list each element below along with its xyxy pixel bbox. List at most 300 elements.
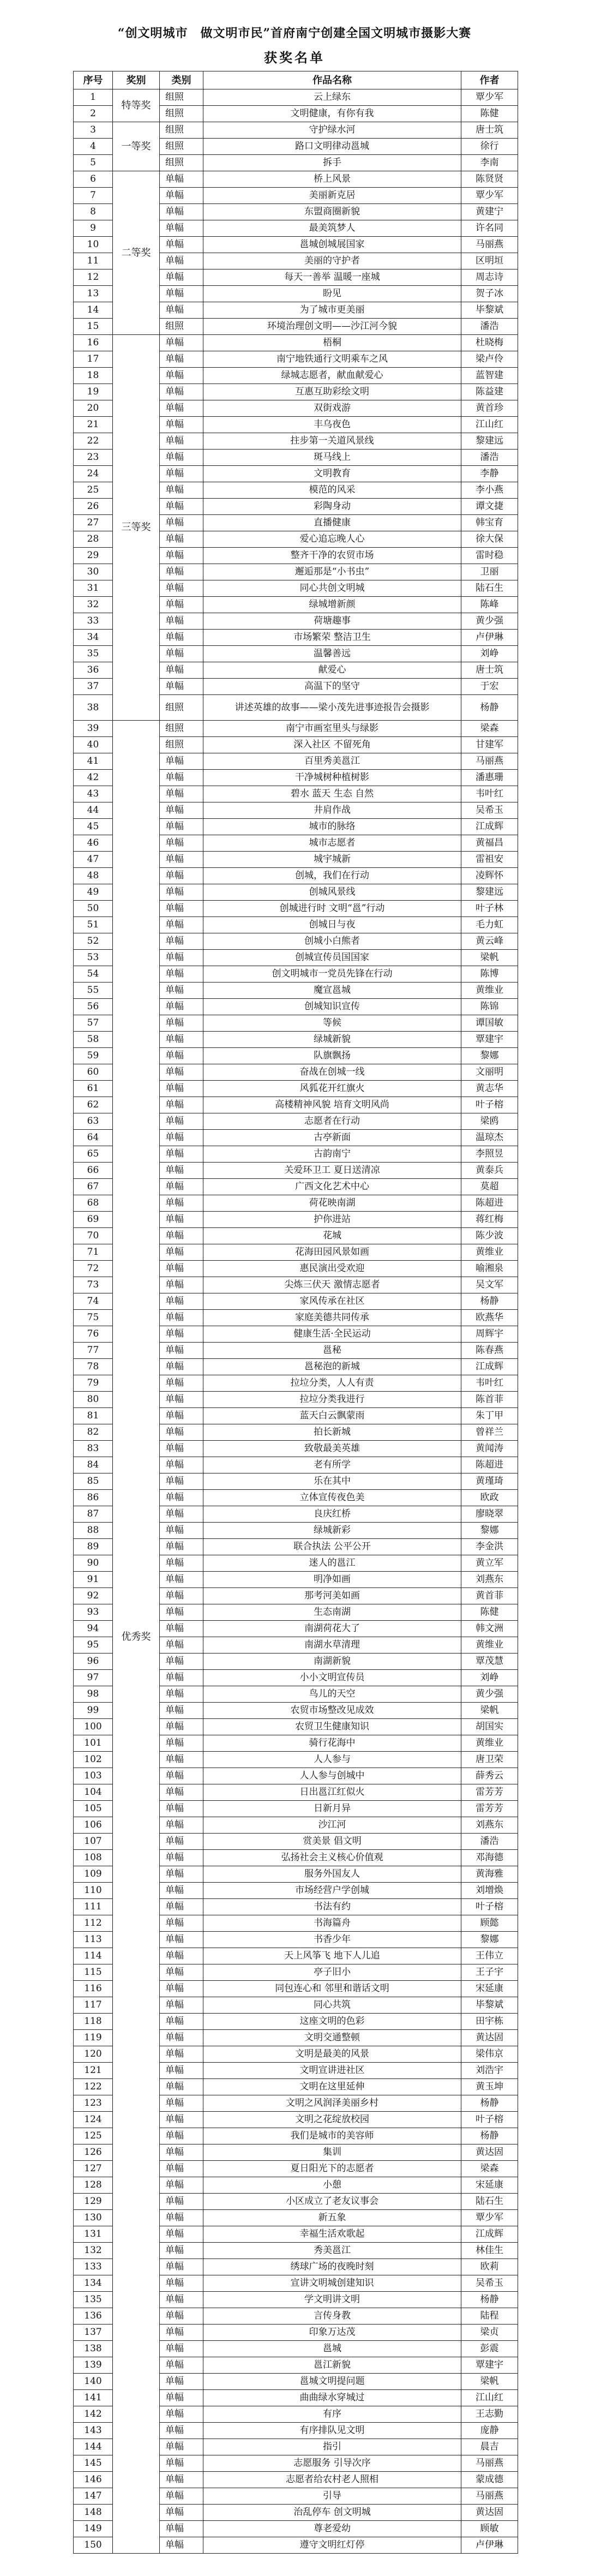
row-index: 123 bbox=[74, 2095, 113, 2112]
row-category: 单幅 bbox=[160, 1473, 203, 1490]
document-subtitle: 获奖名单 bbox=[264, 50, 325, 65]
row-category: 单幅 bbox=[160, 2226, 203, 2243]
row-index: 109 bbox=[74, 1866, 113, 1883]
row-author: 江山红 bbox=[461, 417, 518, 433]
row-work-title: 梧桐 bbox=[203, 335, 461, 351]
row-author: 刘浩宇 bbox=[461, 2063, 518, 2079]
row-index: 61 bbox=[74, 1081, 113, 1097]
row-work-title: 城宇城新 bbox=[203, 852, 461, 868]
row-category: 单幅 bbox=[160, 2144, 203, 2161]
row-work-title: 联合执法 公平公开 bbox=[203, 1539, 461, 1555]
row-category: 单幅 bbox=[160, 646, 203, 662]
row-index: 64 bbox=[74, 1130, 113, 1146]
row-author: 刘燕东 bbox=[461, 1572, 518, 1588]
row-category: 单幅 bbox=[160, 753, 203, 770]
row-work-title: 邕城文明提问题 bbox=[203, 2374, 461, 2390]
row-work-title: 南宁地铁通行文明乘车之风 bbox=[203, 351, 461, 368]
row-category: 单幅 bbox=[160, 2406, 203, 2423]
row-author: 晨吉 bbox=[461, 2439, 518, 2455]
row-work-title: 创城小白熊者 bbox=[203, 933, 461, 950]
row-index: 38 bbox=[74, 695, 113, 721]
row-work-title: 同心共创文明城 bbox=[203, 580, 461, 597]
row-category: 单幅 bbox=[160, 613, 203, 630]
row-index: 58 bbox=[74, 1032, 113, 1048]
row-category: 单幅 bbox=[160, 1163, 203, 1179]
row-work-title: 邕城 bbox=[203, 2341, 461, 2357]
row-index: 73 bbox=[74, 1277, 113, 1293]
row-work-title: 古韵南宁 bbox=[203, 1146, 461, 1163]
row-author: 卢伊琳 bbox=[461, 2537, 518, 2554]
row-author: 吴文军 bbox=[461, 1277, 518, 1293]
row-author: 蒙成德 bbox=[461, 2472, 518, 2488]
row-author: 黎建远 bbox=[461, 433, 518, 450]
row-category: 单幅 bbox=[160, 1375, 203, 1392]
row-work-title: 花海田园风景如画 bbox=[203, 1244, 461, 1261]
row-category: 单幅 bbox=[160, 1948, 203, 1964]
row-index: 35 bbox=[74, 646, 113, 662]
table-header-row bbox=[74, 71, 518, 89]
row-author: 李金洪 bbox=[461, 1539, 518, 1555]
row-index: 67 bbox=[74, 1179, 113, 1195]
row-index: 82 bbox=[74, 1424, 113, 1441]
row-index: 12 bbox=[74, 269, 113, 286]
row-category: 单幅 bbox=[160, 400, 203, 417]
row-index: 121 bbox=[74, 2063, 113, 2079]
table-row bbox=[74, 89, 518, 106]
row-author: 杨静 bbox=[461, 2095, 518, 2112]
row-index: 139 bbox=[74, 2357, 113, 2374]
row-category: 单幅 bbox=[160, 2063, 203, 2079]
row-index: 134 bbox=[74, 2275, 113, 2292]
row-work-title: 模范的风采 bbox=[203, 482, 461, 499]
row-category: 单幅 bbox=[160, 1195, 203, 1212]
row-category: 单幅 bbox=[160, 253, 203, 269]
row-work-title: 那考河美如画 bbox=[203, 1588, 461, 1604]
row-author: 黄首珍 bbox=[461, 400, 518, 417]
row-author: 贺子冰 bbox=[461, 286, 518, 302]
row-category: 单幅 bbox=[160, 1801, 203, 1817]
row-category: 单幅 bbox=[160, 2128, 203, 2144]
row-author: 马丽燕 bbox=[461, 2488, 518, 2505]
row-category: 单幅 bbox=[160, 868, 203, 884]
row-index: 135 bbox=[74, 2292, 113, 2308]
row-work-title: 献爱心 bbox=[203, 662, 461, 679]
row-category: 单幅 bbox=[160, 933, 203, 950]
row-author: 陈超进 bbox=[461, 1195, 518, 1212]
row-author: 梁伟京 bbox=[461, 2046, 518, 2063]
row-author: 卢伊琳 bbox=[461, 630, 518, 646]
row-work-title: 农贸卫生健康知识 bbox=[203, 1719, 461, 1735]
row-category: 单幅 bbox=[160, 466, 203, 482]
row-category: 单幅 bbox=[160, 499, 203, 515]
row-category: 单幅 bbox=[160, 1212, 203, 1228]
row-index: 97 bbox=[74, 1670, 113, 1686]
row-work-title: 美丽的守护者 bbox=[203, 253, 461, 269]
row-index: 92 bbox=[74, 1588, 113, 1604]
row-author: 雷芳芳 bbox=[461, 1784, 518, 1801]
row-index: 55 bbox=[74, 983, 113, 999]
row-index: 66 bbox=[74, 1163, 113, 1179]
row-author: 覃建宇 bbox=[461, 2357, 518, 2374]
row-author: 覃建宇 bbox=[461, 1032, 518, 1048]
row-work-title: 美丽新克居 bbox=[203, 188, 461, 204]
row-author: 庞静 bbox=[461, 2423, 518, 2439]
row-index: 128 bbox=[74, 2177, 113, 2194]
row-index: 75 bbox=[74, 1310, 113, 1326]
row-work-title: 尊老爱幼 bbox=[203, 2521, 461, 2537]
row-author: 刘增焕 bbox=[461, 1883, 518, 1899]
row-index: 85 bbox=[74, 1473, 113, 1490]
row-work-title: 高温下的坚守 bbox=[203, 679, 461, 695]
row-category: 单幅 bbox=[160, 2537, 203, 2554]
row-work-title: 人人参与 bbox=[203, 1752, 461, 1768]
row-index: 41 bbox=[74, 753, 113, 770]
row-author: 梁森 bbox=[461, 721, 518, 737]
row-index: 131 bbox=[74, 2226, 113, 2243]
row-category: 组照 bbox=[160, 139, 203, 155]
row-category: 单幅 bbox=[160, 2275, 203, 2292]
row-index: 4 bbox=[74, 139, 113, 155]
row-index: 65 bbox=[74, 1146, 113, 1163]
row-category: 单幅 bbox=[160, 2292, 203, 2308]
row-author: 韩文洲 bbox=[461, 1621, 518, 1637]
row-category: 单幅 bbox=[160, 2177, 203, 2194]
row-category: 单幅 bbox=[160, 2488, 203, 2505]
row-category: 单幅 bbox=[160, 1752, 203, 1768]
row-author: 覃少军 bbox=[461, 89, 518, 106]
row-category: 单幅 bbox=[160, 482, 203, 499]
row-category: 单幅 bbox=[160, 1130, 203, 1146]
row-category: 单幅 bbox=[160, 1228, 203, 1244]
row-author: 黄瑾琦 bbox=[461, 1473, 518, 1490]
row-author: 蒋红梅 bbox=[461, 1212, 518, 1228]
row-category: 单幅 bbox=[160, 1441, 203, 1457]
row-work-title: 风狐花开红旗火 bbox=[203, 1081, 461, 1097]
row-index: 22 bbox=[74, 433, 113, 450]
row-author: 徐行 bbox=[461, 139, 518, 155]
row-index: 78 bbox=[74, 1359, 113, 1375]
row-index: 115 bbox=[74, 1964, 113, 1981]
row-category: 单幅 bbox=[160, 802, 203, 819]
row-author: 杜晓梅 bbox=[461, 335, 518, 351]
row-work-title: 绿城志愿者，献血献爱心 bbox=[203, 368, 461, 384]
row-category: 单幅 bbox=[160, 2325, 203, 2341]
row-category: 单幅 bbox=[160, 1850, 203, 1866]
row-author: 陆程 bbox=[461, 2308, 518, 2325]
row-author: 甘建军 bbox=[461, 737, 518, 753]
row-category: 单幅 bbox=[160, 2423, 203, 2439]
row-index: 143 bbox=[74, 2423, 113, 2439]
row-category: 单幅 bbox=[160, 852, 203, 868]
row-index: 144 bbox=[74, 2439, 113, 2455]
row-category: 单幅 bbox=[160, 450, 203, 466]
row-work-title: 夏日阳光下的志愿者 bbox=[203, 2161, 461, 2177]
row-index: 132 bbox=[74, 2243, 113, 2259]
row-index: 100 bbox=[74, 1719, 113, 1735]
row-work-title: 邕城创城展国家 bbox=[203, 237, 461, 253]
row-index: 133 bbox=[74, 2259, 113, 2275]
row-author: 江成辉 bbox=[461, 819, 518, 835]
row-work-title: 鸟儿的天空 bbox=[203, 1686, 461, 1703]
row-work-title: 文明健康，有你有我 bbox=[203, 106, 461, 122]
row-category: 单幅 bbox=[160, 1490, 203, 1506]
row-author: 江山红 bbox=[461, 2390, 518, 2406]
document-title: “创文明城市 做文明市民”首府南宁创建全国文明城市摄影大赛 bbox=[117, 26, 472, 40]
row-index: 8 bbox=[74, 204, 113, 220]
row-author: 陈健 bbox=[461, 1604, 518, 1621]
row-author: 胡国实 bbox=[461, 1719, 518, 1735]
row-index: 16 bbox=[74, 335, 113, 351]
row-author: 黄达固 bbox=[461, 2505, 518, 2521]
row-author: 叶子林 bbox=[461, 901, 518, 917]
row-author: 欧燕华 bbox=[461, 1310, 518, 1326]
row-work-title: 城市志愿者 bbox=[203, 835, 461, 852]
row-work-title: 等候 bbox=[203, 1015, 461, 1032]
row-work-title: 市场经营户学创城 bbox=[203, 1883, 461, 1899]
row-category: 单幅 bbox=[160, 1883, 203, 1899]
row-author: 雷芳芳 bbox=[461, 1801, 518, 1817]
row-index: 34 bbox=[74, 630, 113, 646]
row-author: 彭震 bbox=[461, 2341, 518, 2357]
row-index: 91 bbox=[74, 1572, 113, 1588]
row-author: 黄少强 bbox=[461, 1686, 518, 1703]
row-category: 单幅 bbox=[160, 1621, 203, 1637]
row-work-title: 赏美景 倡文明 bbox=[203, 1834, 461, 1850]
row-author: 叶子榕 bbox=[461, 2112, 518, 2128]
row-author: 黄志华 bbox=[461, 1081, 518, 1097]
row-work-title: 干净城树种植树影 bbox=[203, 770, 461, 786]
row-index: 36 bbox=[74, 662, 113, 679]
row-index: 146 bbox=[74, 2472, 113, 2488]
rank-cell: 二等奖 bbox=[113, 171, 160, 335]
row-author: 黄维业 bbox=[461, 1735, 518, 1752]
row-index: 108 bbox=[74, 1850, 113, 1866]
row-work-title: 路口文明律动邕城 bbox=[203, 139, 461, 155]
row-category: 单幅 bbox=[160, 1244, 203, 1261]
row-index: 94 bbox=[74, 1621, 113, 1637]
row-index: 2 bbox=[74, 106, 113, 122]
row-index: 11 bbox=[74, 253, 113, 269]
row-author: 李南 bbox=[461, 155, 518, 171]
row-work-title: 深入社区 不留死角 bbox=[203, 737, 461, 753]
row-work-title: 拄步第一关道风景线 bbox=[203, 433, 461, 450]
row-author: 毕黎斌 bbox=[461, 1997, 518, 2014]
row-category: 单幅 bbox=[160, 204, 203, 220]
row-work-title: 南湖水草清理 bbox=[203, 1637, 461, 1654]
row-category: 单幅 bbox=[160, 2030, 203, 2046]
row-work-title: 迷人的邕江 bbox=[203, 1555, 461, 1572]
row-index: 21 bbox=[74, 417, 113, 433]
row-index: 87 bbox=[74, 1506, 113, 1523]
row-category: 单幅 bbox=[160, 2357, 203, 2374]
row-index: 81 bbox=[74, 1408, 113, 1424]
row-category: 单幅 bbox=[160, 770, 203, 786]
row-author: 邓海德 bbox=[461, 1850, 518, 1866]
row-index: 150 bbox=[74, 2537, 113, 2554]
row-work-title: 绿城新貌 bbox=[203, 1032, 461, 1048]
row-category: 单幅 bbox=[160, 1048, 203, 1064]
row-work-title: 志愿服务 引导次序 bbox=[203, 2455, 461, 2472]
row-work-title: 云上绿东 bbox=[203, 89, 461, 106]
row-index: 17 bbox=[74, 351, 113, 368]
row-category: 单幅 bbox=[160, 1981, 203, 1997]
row-index: 126 bbox=[74, 2144, 113, 2161]
row-category: 组照 bbox=[160, 122, 203, 139]
row-index: 9 bbox=[74, 220, 113, 237]
row-index: 102 bbox=[74, 1752, 113, 1768]
header-category: 类别 bbox=[160, 71, 203, 89]
row-author: 顾敏 bbox=[461, 2521, 518, 2537]
row-category: 单幅 bbox=[160, 2243, 203, 2259]
row-index: 106 bbox=[74, 1817, 113, 1834]
row-index: 27 bbox=[74, 515, 113, 531]
row-category: 单幅 bbox=[160, 2161, 203, 2177]
row-category: 组照 bbox=[160, 319, 203, 335]
row-category: 单幅 bbox=[160, 1081, 203, 1097]
row-work-title: 文明在这里延伸 bbox=[203, 2079, 461, 2095]
row-work-title: 拍长新城 bbox=[203, 1424, 461, 1441]
row-work-title: 新五象 bbox=[203, 2210, 461, 2226]
row-category: 单幅 bbox=[160, 1670, 203, 1686]
row-author: 陈贤贤 bbox=[461, 171, 518, 188]
rank-cell: 一等奖 bbox=[113, 122, 160, 171]
row-author: 卫丽 bbox=[461, 564, 518, 580]
row-author: 杨静 bbox=[461, 695, 518, 721]
row-author: 黄玉坤 bbox=[461, 2079, 518, 2095]
row-category: 单幅 bbox=[160, 515, 203, 531]
row-work-title: 小憩 bbox=[203, 2177, 461, 2194]
row-index: 103 bbox=[74, 1768, 113, 1784]
row-author: 梁鸥 bbox=[461, 1113, 518, 1130]
row-author: 杨静 bbox=[461, 2128, 518, 2144]
row-author: 覃少军 bbox=[461, 2210, 518, 2226]
row-work-title: 直播健康 bbox=[203, 515, 461, 531]
row-work-title: 学文明讲文明 bbox=[203, 2292, 461, 2308]
row-work-title: 农贸市场整改见成效 bbox=[203, 1703, 461, 1719]
row-author: 陈锦 bbox=[461, 999, 518, 1015]
row-category: 单幅 bbox=[160, 835, 203, 852]
row-author: 文丽明 bbox=[461, 1064, 518, 1081]
row-author: 马丽燕 bbox=[461, 753, 518, 770]
row-author: 潘浩 bbox=[461, 450, 518, 466]
row-category: 单幅 bbox=[160, 950, 203, 966]
row-work-title: 同包连心和 邻里和谐话文明 bbox=[203, 1981, 461, 1997]
row-category: 单幅 bbox=[160, 548, 203, 564]
row-work-title: 治乱停车 创文明城 bbox=[203, 2505, 461, 2521]
row-work-title: 言传身教 bbox=[203, 2308, 461, 2325]
row-work-title: 引导 bbox=[203, 2488, 461, 2505]
row-author: 陈健 bbox=[461, 106, 518, 122]
row-index: 23 bbox=[74, 450, 113, 466]
row-author: 宋延康 bbox=[461, 1981, 518, 1997]
row-work-title: 日新月异 bbox=[203, 1801, 461, 1817]
row-index: 57 bbox=[74, 1015, 113, 1032]
row-category: 单幅 bbox=[160, 2014, 203, 2030]
row-work-title: 拉垃分类，人人有责 bbox=[203, 1375, 461, 1392]
row-author: 刘峥 bbox=[461, 1670, 518, 1686]
row-work-title: 绿城新彩 bbox=[203, 1523, 461, 1539]
row-work-title: 古亭新面 bbox=[203, 1130, 461, 1146]
row-work-title: 骑行花海中 bbox=[203, 1735, 461, 1752]
row-work-title: 整齐干净的农贸市场 bbox=[203, 548, 461, 564]
row-category: 单幅 bbox=[160, 335, 203, 351]
row-work-title: 护你进站 bbox=[203, 1212, 461, 1228]
row-work-title: 日出邕江红似火 bbox=[203, 1784, 461, 1801]
row-index: 10 bbox=[74, 237, 113, 253]
row-category: 组照 bbox=[160, 737, 203, 753]
row-category: 组照 bbox=[160, 106, 203, 122]
row-author: 徐大保 bbox=[461, 531, 518, 548]
row-index: 31 bbox=[74, 580, 113, 597]
row-author: 梁帆 bbox=[461, 950, 518, 966]
row-category: 单幅 bbox=[160, 1604, 203, 1621]
row-author: 田宇栋 bbox=[461, 2014, 518, 2030]
row-author: 梁帆 bbox=[461, 1703, 518, 1719]
row-category: 单幅 bbox=[160, 351, 203, 368]
row-index: 138 bbox=[74, 2341, 113, 2357]
row-work-title: 小小文明宣传员 bbox=[203, 1670, 461, 1686]
row-work-title: 创城风景线 bbox=[203, 884, 461, 901]
row-index: 52 bbox=[74, 933, 113, 950]
row-index: 80 bbox=[74, 1392, 113, 1408]
row-category: 单幅 bbox=[160, 2046, 203, 2063]
row-category: 单幅 bbox=[160, 220, 203, 237]
row-index: 54 bbox=[74, 966, 113, 983]
row-work-title: 文明教育 bbox=[203, 466, 461, 482]
row-category: 单幅 bbox=[160, 384, 203, 400]
header-index: 序号 bbox=[74, 71, 113, 89]
row-category: 单幅 bbox=[160, 1015, 203, 1032]
row-work-title: 盼见 bbox=[203, 286, 461, 302]
row-index: 93 bbox=[74, 1604, 113, 1621]
row-index: 84 bbox=[74, 1457, 113, 1473]
row-category: 单幅 bbox=[160, 1817, 203, 1834]
row-category: 单幅 bbox=[160, 1523, 203, 1539]
row-author: 黎建远 bbox=[461, 884, 518, 901]
row-index: 40 bbox=[74, 737, 113, 753]
table-row bbox=[74, 335, 518, 351]
row-index: 112 bbox=[74, 1915, 113, 1932]
row-author: 唐士筑 bbox=[461, 122, 518, 139]
row-category: 单幅 bbox=[160, 1146, 203, 1163]
row-index: 25 bbox=[74, 482, 113, 499]
row-index: 99 bbox=[74, 1703, 113, 1719]
row-work-title: 温馨善远 bbox=[203, 646, 461, 662]
row-category: 单幅 bbox=[160, 2112, 203, 2128]
row-work-title: 秀美邕江 bbox=[203, 2243, 461, 2259]
row-index: 116 bbox=[74, 1981, 113, 1997]
row-work-title: 书香少年 bbox=[203, 1932, 461, 1948]
row-author: 陈少波 bbox=[461, 1228, 518, 1244]
row-category: 单幅 bbox=[160, 786, 203, 802]
row-author: 黄泰兵 bbox=[461, 1163, 518, 1179]
row-work-title: 弘扬社会主义核心价值观 bbox=[203, 1850, 461, 1866]
row-work-title: 明净如画 bbox=[203, 1572, 461, 1588]
row-work-title: 创城知识宣传 bbox=[203, 999, 461, 1015]
row-work-title: 守护绿水河 bbox=[203, 122, 461, 139]
row-category: 单幅 bbox=[160, 2095, 203, 2112]
row-index: 56 bbox=[74, 999, 113, 1015]
row-work-title: 队旗飘扬 bbox=[203, 1048, 461, 1064]
row-author: 韩宝育 bbox=[461, 515, 518, 531]
row-index: 48 bbox=[74, 868, 113, 884]
row-category: 单幅 bbox=[160, 884, 203, 901]
row-index: 49 bbox=[74, 884, 113, 901]
row-author: 顾懿 bbox=[461, 1915, 518, 1932]
row-category: 单幅 bbox=[160, 2374, 203, 2390]
row-work-title: 家风传承在社区 bbox=[203, 1293, 461, 1310]
row-category: 单幅 bbox=[160, 531, 203, 548]
